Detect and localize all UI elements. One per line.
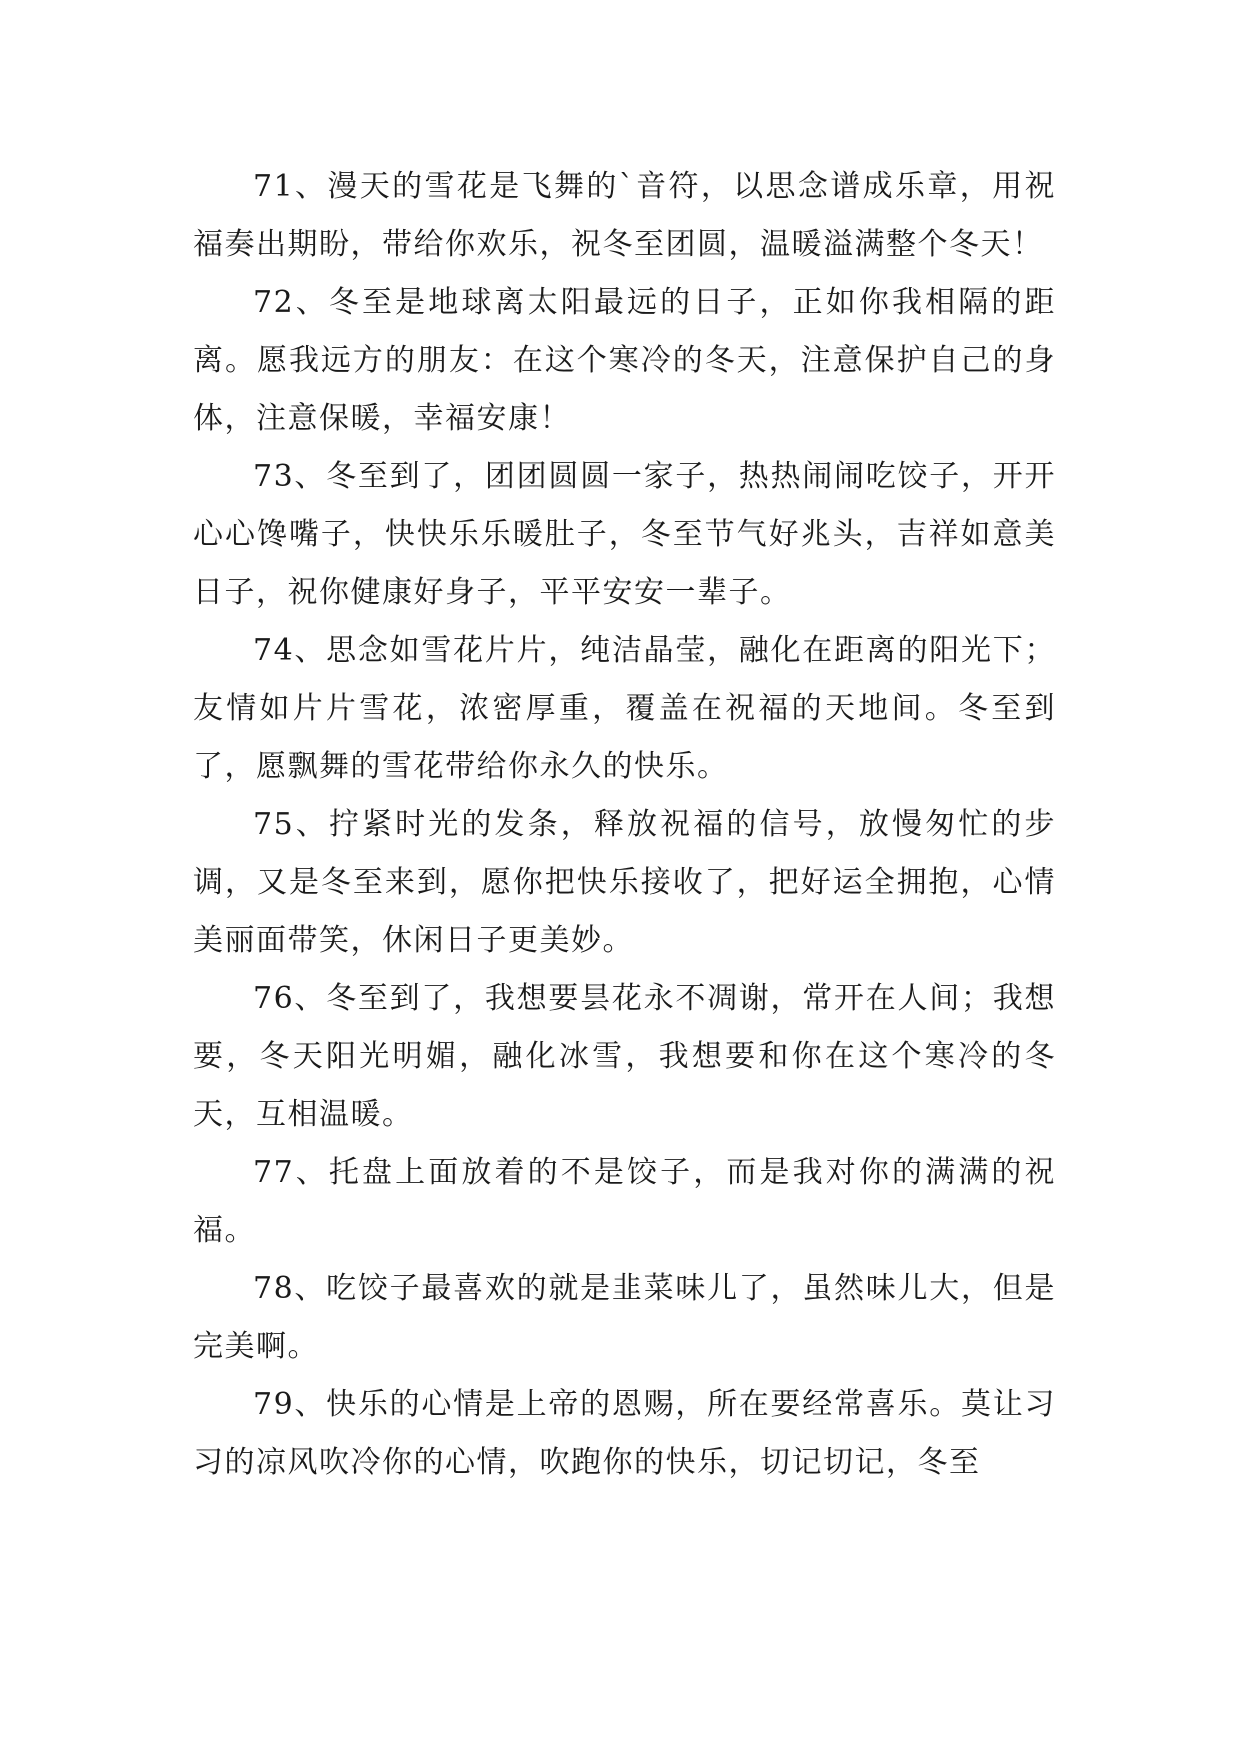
paragraph-77: 77、托盘上面放着的不是饺子，而是我对你的满满的祝福。 [193, 1155, 1056, 1248]
document-body [193, 158, 1056, 1492]
paragraph-72: 72、冬至是地球离太阳最远的日子，正如你我相隔的距离。愿我远方的朋友：在这个寒冷的冬天，注意保护自己的身体，注意保暖，幸福安康！ [193, 285, 1056, 436]
paragraph-76: 76、冬至到了，我想要昙花永不凋谢，常开在人间；我想要，冬天阳光明媚，融化冰雪，我想要和你在这个寒冷的冬天，互相温暖。 [193, 981, 1056, 1132]
paragraph-78: 78、吃饺子最喜欢的就是韭菜味儿了，虽然味儿大，但是完美啊。 [193, 1271, 1056, 1364]
paragraph-71: 71、漫天的雪花是飞舞的`音符，以思念谱成乐章，用祝福奏出期盼，带给你欢乐，祝冬至团圆，温暖溢满整个冬天！ [193, 169, 1056, 262]
paragraph-75: 75、拧紧时光的发条，释放祝福的信号，放慢匆忙的步调，又是冬至来到，愿你把快乐接收了，把好运全拥抱，心情美丽面带笑，休闲日子更美妙。 [193, 807, 1056, 958]
paragraph-74: 74、思念如雪花片片，纯洁晶莹，融化在距离的阳光下；友情如片片雪花，浓密厚重，覆盖在祝福的天地间。冬至到了，愿飘舞的雪花带给你永久的快乐。 [193, 633, 1056, 784]
paragraph-79: 79、快乐的心情是上帝的恩赐，所在要经常喜乐。莫让习习的凉风吹冷你的心情，吹跑你的快乐，切记切记，冬至 [193, 1387, 1056, 1480]
paragraph-73: 73、冬至到了，团团圆圆一家子，热热闹闹吃饺子，开开心心馋嘴子，快快乐乐暖肚子，冬至节气好兆头，吉祥如意美日子，祝你健康好身子，平平安安一辈子。 [193, 459, 1056, 610]
